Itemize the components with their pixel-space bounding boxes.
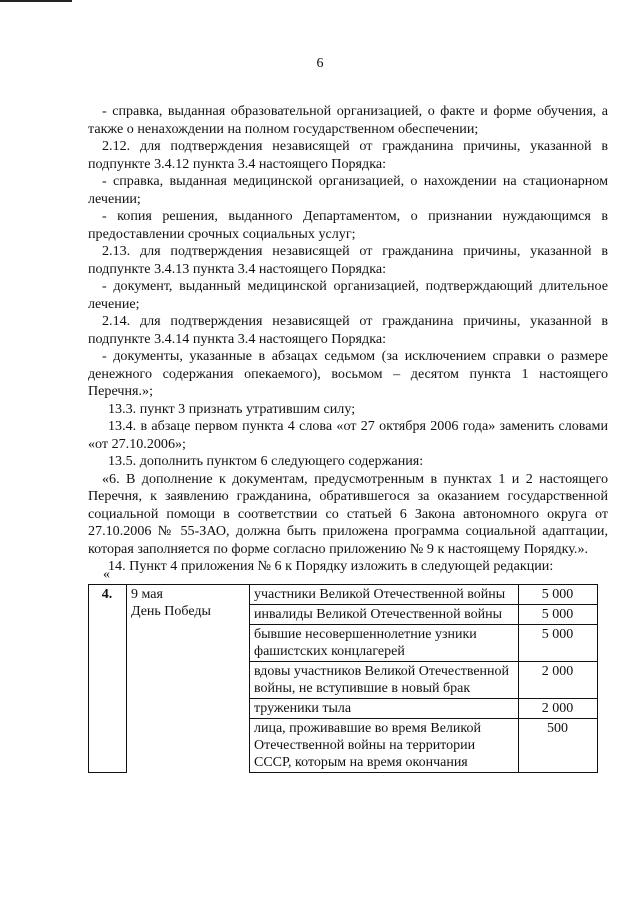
page-number: 6	[316, 56, 324, 71]
date-cell	[127, 585, 250, 773]
table-row	[89, 585, 598, 605]
category-cell: бывшие несовершеннолетние узники фашистских концлагерей	[250, 625, 519, 662]
paragraph: - справка, выданная образовательной организацией, о факте и форме обучения, а также о ненахождении на полном государственном обеспечении;	[88, 103, 608, 137]
document-body	[88, 103, 608, 576]
top-rule	[0, 0, 72, 2]
category-cell: труженики тыла	[250, 699, 519, 719]
paragraph: 14. Пункт 4 приложения № 6 к Порядку изложить в следующей редакции:	[108, 558, 554, 574]
paragraph: 13.5. дополнить пунктом 6 следующего содержания:	[108, 453, 424, 469]
paragraph: - справка, выданная медицинской организацией, о нахождении на стационарном лечении;	[88, 173, 608, 207]
category-cell: инвалиды Великой Отечественной войны	[250, 605, 519, 625]
date-holiday: День Победы	[131, 604, 211, 619]
amount-cell: 2 000	[519, 662, 598, 699]
paragraph: 13.3. пункт 3 признать утратившим силу;	[108, 400, 356, 417]
paragraph: 2.14. для подтверждения независящей от гражданина причины, указанной в подпункте 3.4.14 пункта 3.4 настоящего Порядка:	[88, 313, 608, 347]
amount-cell: 5 000	[519, 585, 598, 605]
category-cell: лица, проживавшие во время Великой Отечественной войны на территории СССР, которым на время окончания	[250, 719, 519, 773]
paragraph: 2.13. для подтверждения независящей от гражданина причины, указанной в подпункте 3.4.13 пункта 3.4 настоящего Порядка:	[88, 243, 608, 277]
quote-mark: «	[103, 567, 110, 582]
category-cell: участники Великой Отечественной войны	[250, 585, 519, 605]
category-cell: вдовы участников Великой Отечественной войны, не вступившие в новый брак	[250, 662, 519, 699]
amount-cell: 5 000	[519, 605, 598, 625]
paragraph: - документ, выданный медицинской организацией, подтверждающий длительное лечение;	[88, 278, 608, 312]
paragraph: 13.4. в абзаце первом пункта 4 слова «от 27 октября 2006 года» заменить словами «от 27.10.2006»;	[88, 418, 608, 452]
amount-cell: 500	[519, 719, 598, 773]
payment-table	[88, 584, 598, 773]
paragraph: «6. В дополнение к документам, предусмотренным в пунктах 1 и 2 настоящего Перечня, к заявлению гражданина, обратившегося за оказанием государственной социальной помощи в соответствии со статьей 6 Закона автономного округа от 27.10.2006 № 55-ЗАО, должна быть приложена программа социальной адаптации, которая заполняется по форме согласно приложению № 9 к настоящему Порядку.».	[88, 470, 608, 557]
amount-cell: 5 000	[519, 625, 598, 662]
amount-cell: 2 000	[519, 699, 598, 719]
paragraph: - копия решения, выданного Департаментом, о признании нуждающимся в предоставлении срочных социальных услуг;	[88, 208, 608, 242]
paragraph: - документы, указанные в абзацах седьмом (за исключением справки о размере денежного содержания опекаемого), восьмом – десятом пункта 1 настоящего Перечня.»;	[88, 348, 608, 399]
date-day: 9 мая	[131, 587, 163, 602]
row-number: 4.	[89, 585, 127, 773]
paragraph: 2.12. для подтверждения независящей от гражданина причины, указанной в подпункте 3.4.12 пункта 3.4 настоящего Порядка:	[88, 138, 608, 172]
